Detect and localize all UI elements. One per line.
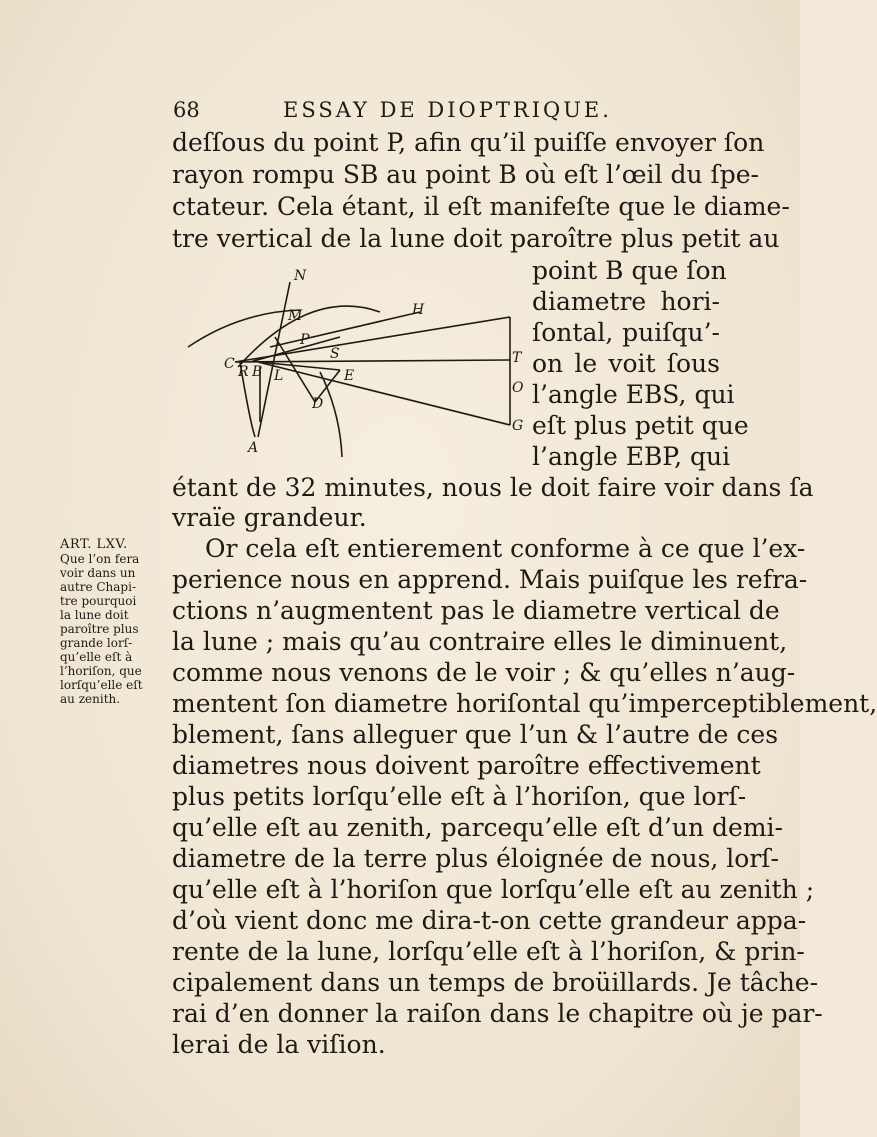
label-s: S — [330, 346, 340, 362]
label-g: G — [512, 418, 524, 434]
text-line: on le voit ſous — [532, 349, 720, 378]
text-line: plus petits lorſqu’elle eſt à l’horiſon, que lorſ- — [172, 782, 747, 811]
text-line: vraïe grandeur. — [172, 503, 367, 532]
text-line: comme nous venons de le voir ; & qu’elles n’aug- — [172, 658, 796, 687]
text-line: point B que ſon — [532, 256, 727, 285]
text-line: l’angle EBP, qui — [532, 442, 731, 471]
page-number: 68 — [173, 98, 200, 122]
label-e: E — [344, 368, 355, 384]
diagram-svg — [180, 262, 524, 462]
text-line: mentent ſon diametre horiſontal qu’imperceptiblement, — [172, 689, 877, 718]
text-line: rente de la lune, lorſqu’elle eſt à l’horiſon, & prin- — [172, 937, 805, 966]
text-line: lerai de la viſion. — [172, 1030, 386, 1059]
label-t: T — [512, 350, 522, 366]
label-d: D — [312, 396, 324, 412]
margin-note-line: autre Chapi- — [60, 580, 136, 594]
label-m: M — [288, 308, 303, 324]
label-a: A — [248, 440, 259, 456]
text-line: l’angle EBS, qui — [532, 380, 735, 409]
text-line: ctions n’augmentent pas le diametre vertical de — [172, 596, 780, 625]
label-b: B — [252, 364, 263, 380]
text-line: eſt plus petit que — [532, 411, 749, 440]
margin-note-line: grande lorſ- — [60, 636, 133, 650]
margin-note-line: Que l’on fera — [60, 552, 140, 566]
label-n: N — [294, 268, 307, 284]
page-header — [173, 98, 733, 130]
margin-note-line: voir dans un — [60, 566, 136, 580]
margin-note-line: la lune doit — [60, 608, 129, 622]
right-arc — [320, 372, 342, 457]
text-line: deſſous du point P, afin qu’il puiſſe envoyer ſon — [172, 128, 765, 157]
text-line: perience nous en apprend. Mais puiſque les refra- — [172, 565, 808, 594]
text-line: ſontal, puiſqu’- — [532, 318, 720, 347]
label-h: H — [412, 302, 425, 318]
margin-note-line: lorſqu’elle eſt — [60, 678, 143, 692]
text-line: qu’elle eſt au zenith, parcequ’elle eſt d’un demi- — [172, 813, 783, 842]
label-l: L — [274, 368, 284, 384]
text-line: rai d’en donner la raiſon dans le chapitre où je par- — [172, 999, 823, 1028]
vertical-line-n — [258, 282, 290, 437]
text-line: ctateur. Cela étant, il eſt manifeſte que le diame- — [172, 192, 790, 221]
text-line: diametre hori- — [532, 287, 720, 316]
text-line: étant de 32 minutes, nous le doit faire voir dans ſa — [172, 473, 814, 502]
margin-note-line: paroître plus — [60, 622, 139, 636]
text-line: tre vertical de la lune doit paroître plus petit au — [172, 224, 780, 253]
text-line: d’où vient donc me dira-t-on cette grandeur appa- — [172, 906, 807, 935]
label-o: O — [512, 380, 524, 396]
optics-diagram — [180, 262, 524, 462]
margin-note-line: qu’elle eſt à — [60, 650, 133, 664]
text-line: diametre de la terre plus éloignée de nous, lorſ- — [172, 844, 779, 873]
ray-c-o — [235, 360, 510, 362]
label-c: C — [224, 356, 235, 372]
margin-note-line: au zenith. — [60, 692, 121, 706]
text-line: qu’elle eſt à l’horiſon que lorſqu’elle eſt au zenith ; — [172, 875, 815, 904]
margin-note-line: l’horiſon, que — [60, 664, 142, 678]
text-line: blement, ſans alleguer que l’un & l’autre de ces — [172, 720, 779, 749]
label-p: P — [300, 332, 310, 348]
running-title: ESSAY DE DIOPTRIQUE. — [283, 98, 612, 122]
ray-b-e — [258, 362, 340, 370]
text-line: rayon rompu SB au point B où eſt l’œil du ſpe- — [172, 160, 759, 189]
text-line: Or cela eſt entierement conforme à ce que l’ex- — [205, 534, 806, 563]
margin-note-heading: ART. LXV. — [60, 537, 128, 552]
margin-note-line: tre pourquoi — [60, 594, 137, 608]
text-line: la lune ; mais qu’au contraire elles le diminuent, — [172, 627, 788, 656]
text-line: cipalement dans un temps de broüillards. Je tâche- — [172, 968, 819, 997]
text-line: diametres nous doivent paroître effectivement — [172, 751, 761, 780]
label-r: R — [238, 364, 249, 380]
